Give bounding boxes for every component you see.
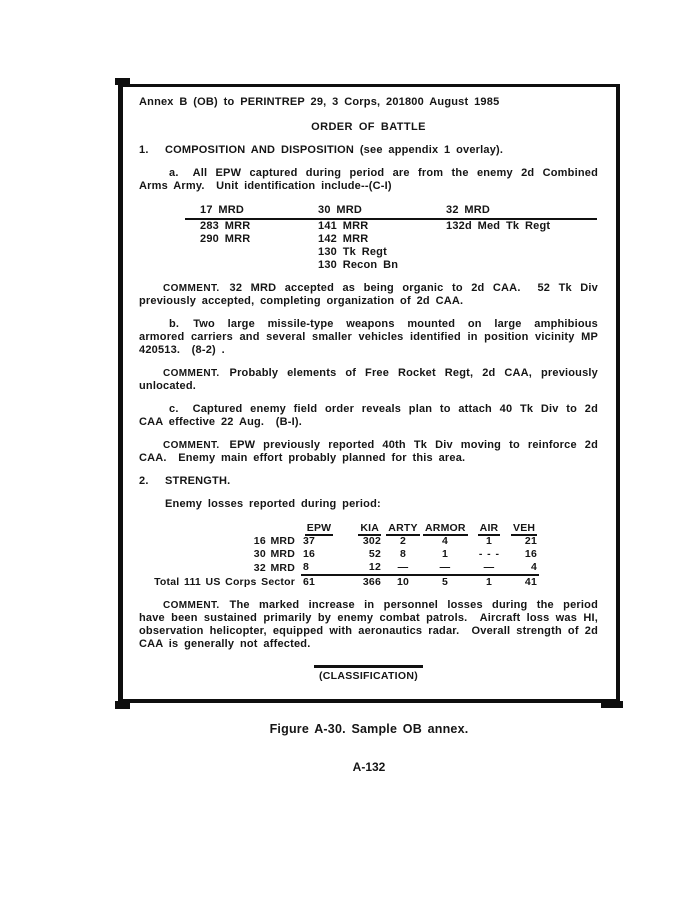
losses-header-spacer [137, 522, 301, 535]
losses-row-16mrd [137, 535, 539, 548]
unit-table-row [185, 259, 597, 272]
section-1-heading [139, 144, 598, 157]
unit-table-header-row [185, 204, 597, 219]
losses-cell-kia: 52 [368, 548, 381, 560]
losses-header-air [467, 522, 511, 535]
scan-artifact-bottom-left [115, 701, 130, 709]
scan-artifact-bottom-right [601, 701, 623, 708]
unit-table-header-30mrd: 30 MRD [303, 204, 431, 219]
ob-annex-figure-frame [118, 84, 620, 703]
unit-cell: 130 Tk Regt [318, 246, 387, 258]
losses-header-epw [301, 522, 337, 535]
comment-3-text: EPW previously reported 40th Tk Div moving to reinforce 2d CAA. Enemy main effort probably planned for this area. [139, 439, 598, 464]
losses-row-30mrd [137, 548, 539, 561]
losses-cell-epw: 16 [303, 548, 316, 560]
losses-header-air-text: AIR [479, 522, 499, 534]
comment-1 [139, 282, 598, 308]
comment-4 [139, 599, 598, 651]
losses-cell-epw: 37 [303, 535, 316, 547]
scan-artifact-top-left [115, 78, 130, 85]
unit-cell: 142 MRR [318, 233, 369, 245]
losses-cell-air: 1 [485, 535, 493, 547]
losses-cell-armor: 4 [441, 535, 449, 547]
losses-cell-veh: 4 [511, 561, 539, 575]
comment-1-label: COMMENT. [163, 283, 220, 294]
losses-cell-kia: 302 [362, 535, 381, 547]
losses-cell-air: - - - [478, 548, 500, 560]
unit-cell [431, 259, 597, 272]
annex-header-line: Annex B (OB) to PERINTREP 29, 3 Corps, 201800 August 1985 [139, 96, 500, 108]
losses-row-32mrd [137, 561, 539, 575]
losses-header-epw-text: EPW [306, 522, 332, 534]
losses-header-veh-text: VEH [513, 522, 536, 534]
losses-cell-veh: 41 [524, 576, 537, 588]
unit-cell: 290 MRR [200, 233, 251, 245]
losses-row-label: 30 MRD [253, 548, 295, 560]
unit-cell [431, 246, 597, 259]
section-1-number: 1. [139, 144, 149, 156]
paragraph-1b-label: b. [169, 318, 180, 330]
unit-cell: 283 MRR [200, 220, 251, 232]
unit-cell [431, 233, 597, 246]
section-1-heading-text: COMPOSITION AND DISPOSITION (see appendix 1 overlay). [165, 144, 504, 156]
paragraph-1b [139, 318, 598, 357]
unit-table-header-32mrd: 32 MRD [431, 204, 597, 219]
losses-cell-kia: 12 [337, 561, 383, 575]
losses-row-label: Total 111 US Corps Sector [154, 575, 295, 588]
losses-cell-arty: 2 [399, 535, 407, 547]
losses-cell-epw: 61 [303, 576, 316, 588]
paragraph-1a [139, 167, 598, 193]
losses-cell-armor: 5 [441, 576, 449, 588]
comment-4-text: The marked increase in personnel losses during the period have been sustained primarily by enemy combat patrols. Aircraft loss was HI, observation helicopter, equipped with aeronautics radar. Overall strength of 2d CAA is generally not affected. [139, 599, 598, 650]
losses-cell-arty: 8 [399, 548, 407, 560]
losses-header-row [137, 522, 539, 535]
losses-cell-armor: — [423, 561, 467, 575]
unit-cell [185, 246, 303, 259]
paragraph-1a-label: a. [169, 167, 179, 179]
paragraph-1c-label: c. [169, 403, 179, 415]
comment-2-text: Probably elements of Free Rocket Regt, 2d CAA, previously unlocated. [139, 367, 598, 392]
losses-cell-veh: 21 [524, 535, 537, 547]
comment-3-label: COMMENT. [163, 440, 220, 451]
classification-text: (CLASSIFICATION) [314, 665, 423, 683]
losses-header-armor-text: ARMOR [425, 522, 466, 534]
losses-row-total [137, 575, 539, 589]
comment-2-label: COMMENT. [163, 368, 220, 379]
unit-table-row [185, 233, 597, 246]
figure-caption: Figure A-30. Sample OB annex. [269, 722, 469, 736]
page-number: A-132 [352, 760, 386, 774]
comment-3 [139, 439, 598, 465]
losses-header-kia-text: KIA [360, 522, 379, 534]
classification-block [139, 665, 598, 683]
losses-cell-veh: 16 [524, 548, 537, 560]
losses-row-label: 16 MRD [253, 535, 295, 547]
losses-header-armor [423, 522, 467, 535]
losses-cell-arty: 10 [396, 576, 410, 588]
losses-cell-air: 1 [485, 576, 493, 588]
unit-cell: 141 MRR [318, 220, 369, 232]
paragraph-1c-text: Captured enemy field order reveals plan to attach 40 Tk Div to 2d CAA effective 22 Aug. (B-I). [139, 403, 598, 428]
losses-cell-epw: 8 [301, 561, 337, 575]
losses-header-arty-text: ARTY [388, 522, 418, 534]
losses-row-label: 32 MRD [253, 561, 295, 574]
unit-cell: 130 Recon Bn [318, 259, 399, 271]
comment-1-text: 32 MRD accepted as being organic to 2d CAA. 52 Tk Div previously accepted, completing organization of 2d CAA. [139, 282, 598, 307]
unit-identification-table [185, 204, 597, 272]
comment-4-label: COMMENT. [163, 600, 220, 611]
losses-header-veh [511, 522, 539, 535]
losses-header-arty [383, 522, 423, 535]
paragraph-1b-text: Two large missile-type weapons mounted on large amphibious armored carriers and several smaller vehicles identified in position vicinity MP 420513. (8-2) . [139, 318, 598, 356]
losses-cell-arty: — [383, 561, 423, 575]
comment-2 [139, 367, 598, 393]
losses-cell-armor: 1 [441, 548, 449, 560]
unit-cell: 132d Med Tk Regt [446, 220, 551, 232]
unit-table-row [185, 219, 597, 233]
paragraph-1c [139, 403, 598, 429]
enemy-losses-table [137, 522, 539, 589]
losses-intro: Enemy losses reported during period: [165, 498, 381, 510]
document-title: ORDER OF BATTLE [311, 121, 426, 133]
losses-cell-kia: 366 [362, 576, 381, 588]
unit-table-header-17mrd: 17 MRD [185, 204, 303, 219]
section-2-heading [139, 475, 598, 488]
losses-cell-air: — [467, 561, 511, 575]
section-2-number: 2. [139, 475, 149, 487]
section-2-heading-text: STRENGTH. [165, 475, 231, 487]
unit-cell [185, 259, 303, 272]
losses-header-kia [337, 522, 383, 535]
paragraph-1a-text: All EPW captured during period are from the enemy 2d Combined Arms Army. Unit identification include--(C-I) [139, 167, 598, 192]
unit-table-row [185, 246, 597, 259]
